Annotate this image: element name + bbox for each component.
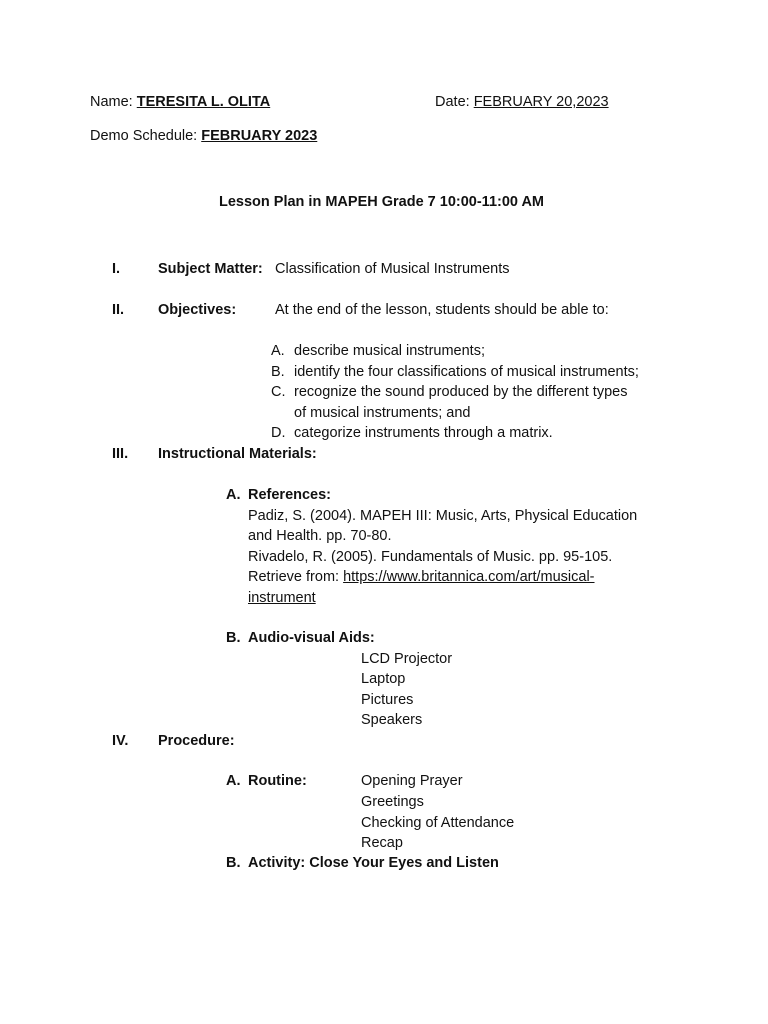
procedure-heading: Procedure: xyxy=(158,733,235,749)
objective-text-continued: of musical instruments; and xyxy=(294,405,471,421)
routine-heading: Routine: xyxy=(248,773,307,789)
activity-heading: Activity: Close Your Eyes and Listen xyxy=(248,855,499,871)
retrieve-label: Retrieve from: xyxy=(248,569,340,585)
subject-matter-heading: Subject Matter: xyxy=(158,261,263,277)
objective-text: recognize the sound produced by the different types xyxy=(294,384,628,400)
objective-marker: A. xyxy=(271,343,285,359)
reference-line: Padiz, S. (2004). MAPEH III: Music, Arts, Physical Education xyxy=(248,508,638,524)
audio-visual-heading: Audio-visual Aids: xyxy=(248,630,375,646)
name-value: TERESITA L. OLITA xyxy=(136,94,271,110)
routine-item: Recap xyxy=(361,835,403,851)
audio-visual-item: Pictures xyxy=(361,692,414,708)
demo-schedule-label: Demo Schedule: xyxy=(90,128,198,144)
date-label: Date: xyxy=(435,94,470,110)
reference-link[interactable]: https://www.britannica.com/art/musical- xyxy=(343,569,595,585)
objective-marker: D. xyxy=(271,425,286,441)
routine-item: Opening Prayer xyxy=(361,773,463,789)
activity-marker: B. xyxy=(226,855,241,871)
routine-item: Checking of Attendance xyxy=(361,815,515,831)
date-value: FEBRUARY 20,2023 xyxy=(473,94,609,110)
reference-retrieve-line xyxy=(248,567,595,588)
subject-matter-text: Classification of Musical Instruments xyxy=(275,261,510,277)
name-line xyxy=(90,92,270,113)
date-line xyxy=(435,92,609,113)
page-title: Lesson Plan in MAPEH Grade 7 10:00-11:00 AM xyxy=(218,194,545,210)
reference-link-continued[interactable]: instrument xyxy=(248,590,316,606)
routine-marker: A. xyxy=(226,773,241,789)
section-numeral-materials: III. xyxy=(112,446,129,462)
objective-text: categorize instruments through a matrix. xyxy=(294,425,553,441)
reference-line: and Health. pp. 70-80. xyxy=(248,528,392,544)
references-heading: References: xyxy=(248,487,332,503)
objectives-intro: At the end of the lesson, students should be able to: xyxy=(275,302,609,318)
section-numeral-subject: I. xyxy=(112,261,121,277)
objective-text: identify the four classifications of musical instruments; xyxy=(294,364,639,380)
demo-schedule-line xyxy=(90,126,317,147)
demo-schedule-value: FEBRUARY 2023 xyxy=(201,128,318,144)
instructional-materials-heading: Instructional Materials: xyxy=(158,446,317,462)
objective-marker: C. xyxy=(271,384,286,400)
objective-marker: B. xyxy=(271,364,285,380)
objective-text: describe musical instruments; xyxy=(294,343,485,359)
references-marker: A. xyxy=(226,487,241,503)
section-numeral-objectives: II. xyxy=(112,302,125,318)
audio-visual-item: LCD Projector xyxy=(361,651,453,667)
name-label: Name: xyxy=(90,94,133,110)
audio-visual-marker: B. xyxy=(226,630,241,646)
reference-line: Rivadelo, R. (2005). Fundamentals of Music. pp. 95-105. xyxy=(248,549,613,565)
audio-visual-item: Speakers xyxy=(361,712,423,728)
objectives-heading: Objectives: xyxy=(158,302,237,318)
routine-item: Greetings xyxy=(361,794,424,810)
section-numeral-procedure: IV. xyxy=(112,733,129,749)
audio-visual-item: Laptop xyxy=(361,671,406,687)
